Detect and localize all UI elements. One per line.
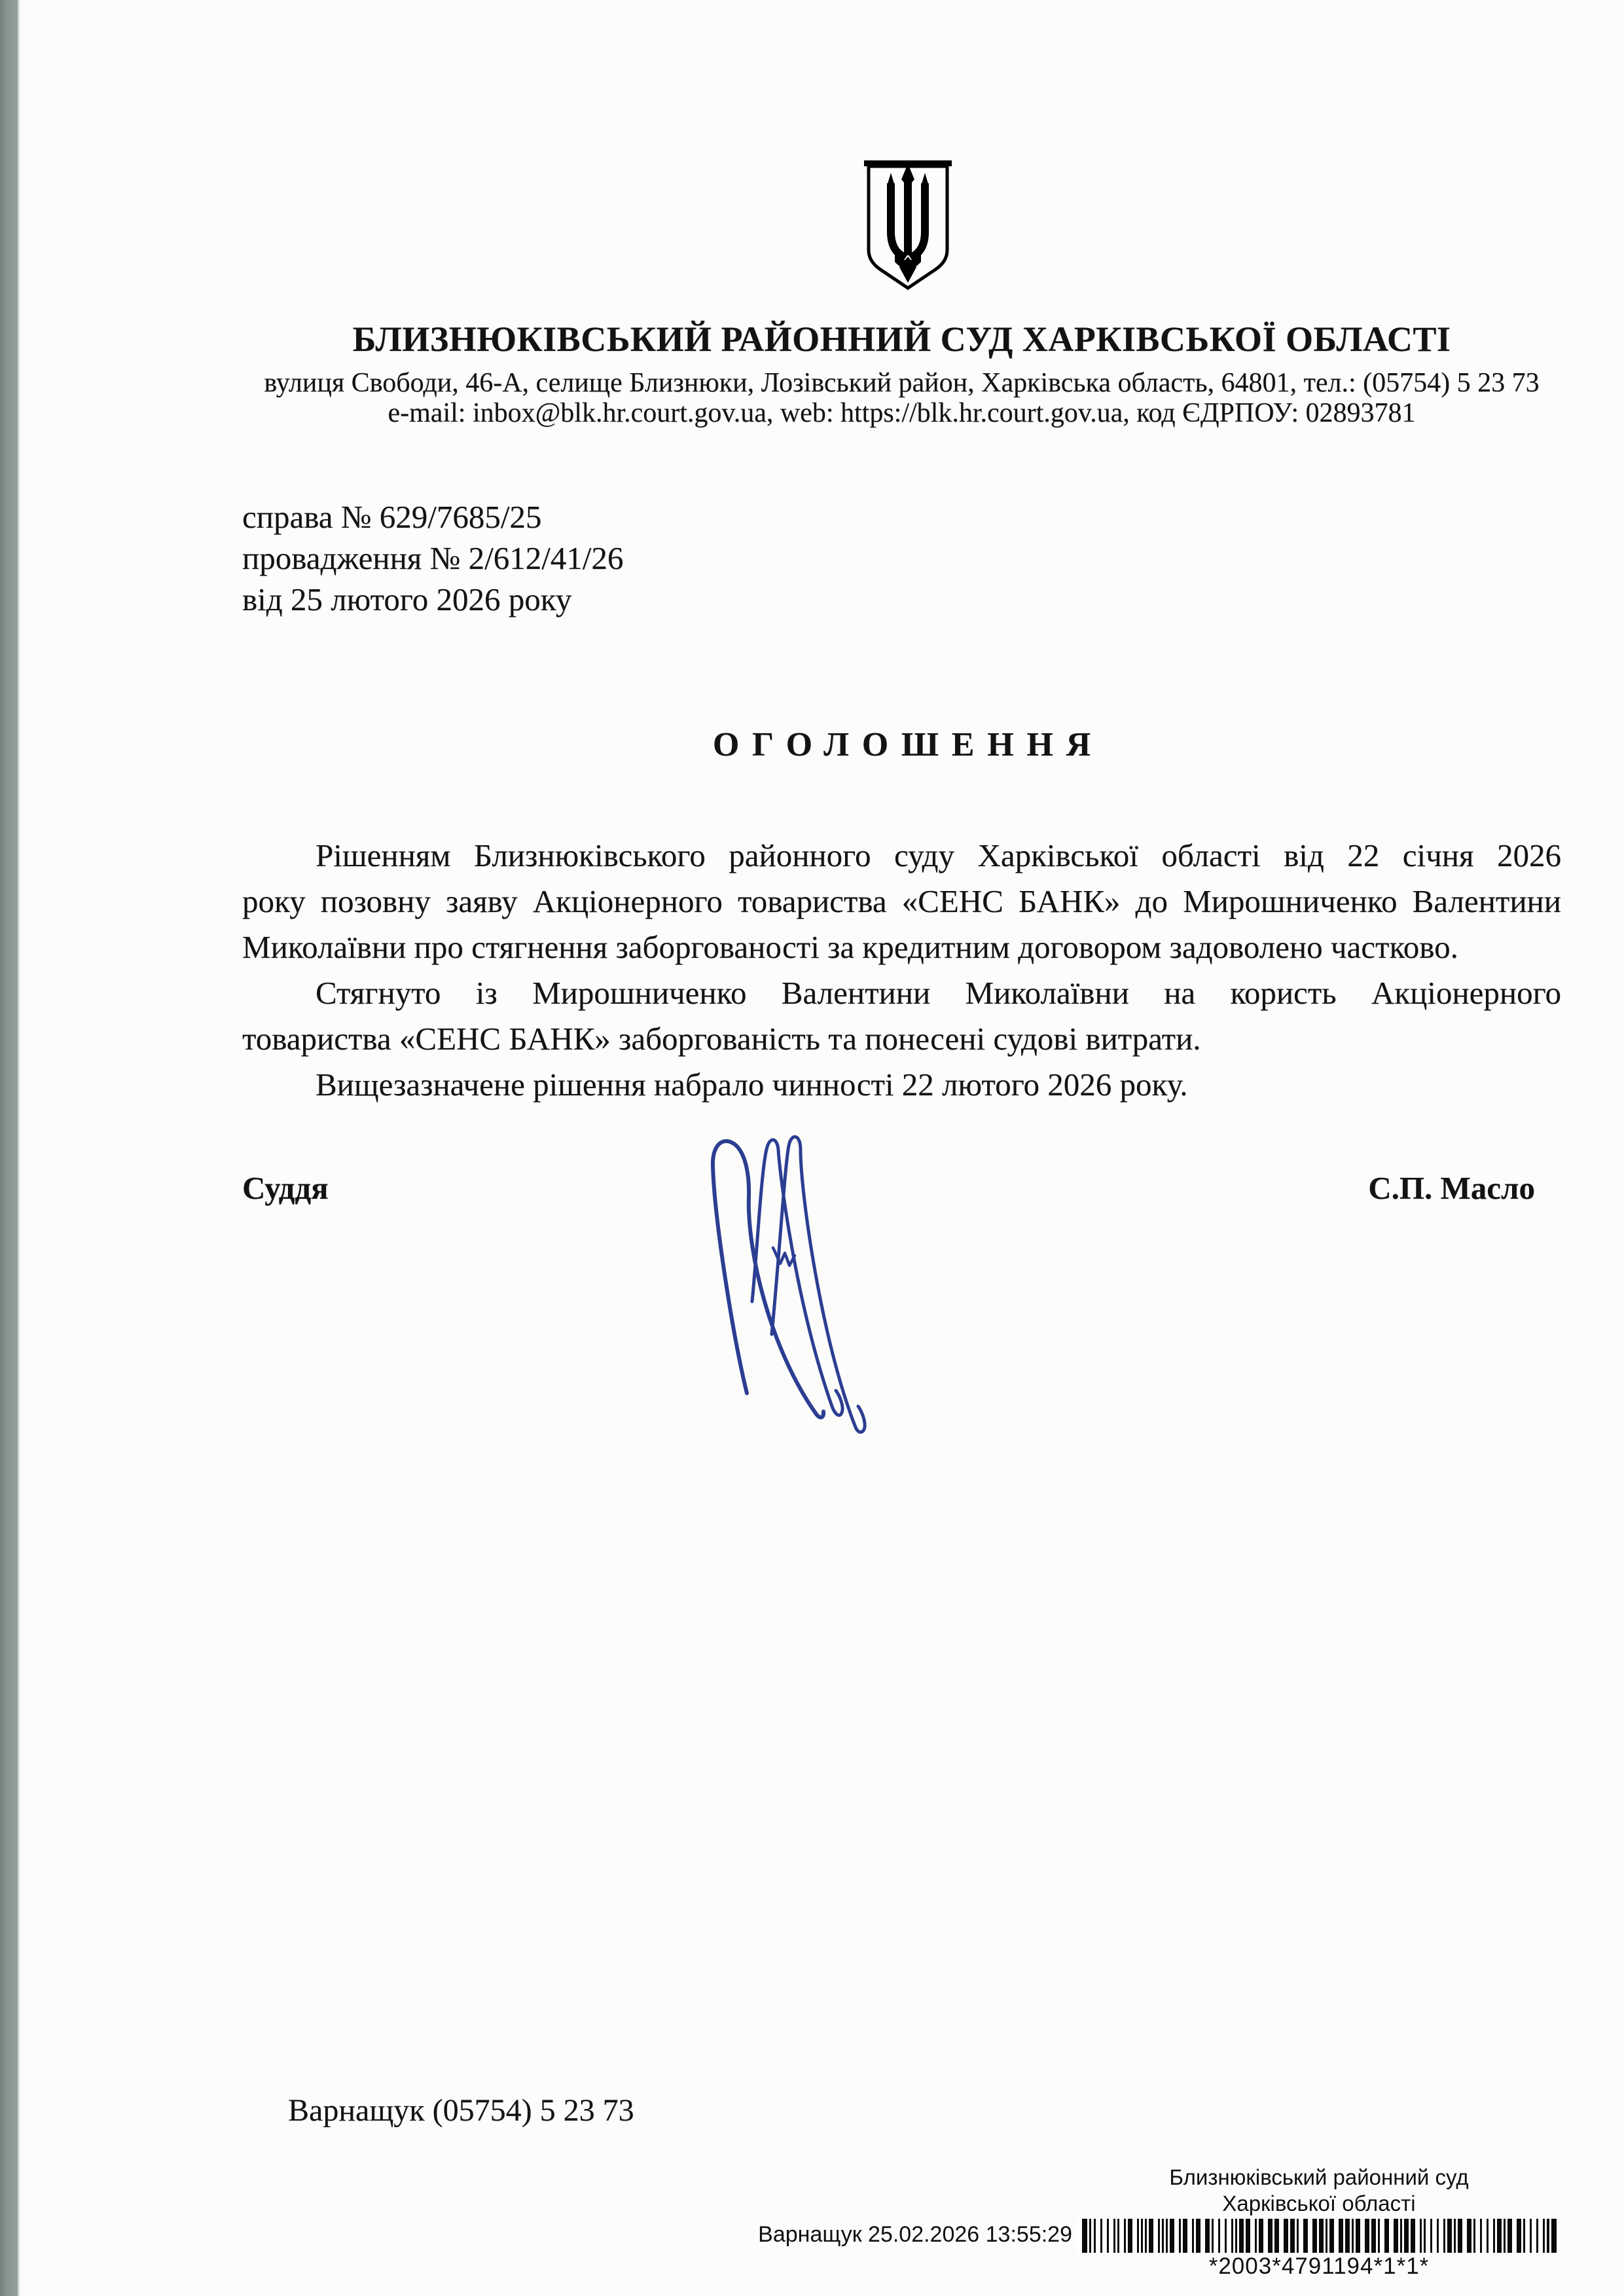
court-name: БЛИЗНЮКІВСЬКИЙ РАЙОННИЙ СУД ХАРКІВСЬКОЇ ОБЛАСТІ (352, 319, 1451, 359)
clerk-phone: Варнащук (05754) 5 23 73 (288, 2093, 634, 2128)
footer-stamp-block (1077, 2164, 1561, 2280)
announcement-body (242, 833, 1561, 1108)
proceeding-number: провадження № 2/612/41/26 (242, 540, 624, 576)
announcement-line: Вищезазначене рішення набрало чинності 22 лютого 2026 року. (316, 1066, 1188, 1102)
judge-signature (704, 1131, 880, 1459)
announcement-line: Рішенням Близнюківського районного суду Харківської області від 22 січня 2026 (316, 837, 1561, 873)
coat-of-arms-icon (862, 158, 954, 293)
barcode (1077, 2219, 1561, 2253)
judge-name: С.П. Масло (1368, 1170, 1535, 1206)
footer-court-name-line1: Близнюківський районний суд (1169, 2165, 1469, 2189)
decision-date: від 25 лютого 2026 року (242, 581, 572, 617)
case-info-block (242, 496, 1561, 620)
court-contacts: e-mail: inbox@blk.hr.court.gov.ua, web: https://blk.hr.court.gov.ua, код ЄДРПОУ: 02893781 (388, 398, 1416, 428)
barcode-text: *2003*4791194*1*1* (1208, 2253, 1430, 2279)
footer-court-name-line2: Харківської області (1222, 2191, 1416, 2215)
case-number: справа № 629/7685/25 (242, 499, 542, 535)
judge-label: Суддя (242, 1170, 329, 1206)
footer-stamp-datetime: Варнащук 25.02.2026 13:55:29 (758, 2222, 1072, 2247)
announcement-line: Стягнуто із Мирошниченко Валентини Миколаївни на користь Акціонерного (316, 975, 1561, 1011)
judge-row (242, 1169, 1561, 1207)
announcement-line: товариства «СЕНС БАНК» заборгованість та понесені судові витрати. (242, 1021, 1201, 1057)
scan-edge-artifact (0, 0, 18, 2296)
announcement-line: року позовну заяву Акціонерного товариства «СЕНС БАНК» до Мирошниченко Валентини (242, 883, 1561, 919)
announcement-line: Миколаївни про стягнення заборгованості за кредитним договором задоволено частково. (242, 929, 1458, 965)
court-address: вулиця Свободи, 46-А, селище Близнюки, Лозівський район, Харківська область, 64801, тел.: (05754) 5 23 73 (264, 368, 1540, 398)
announcement-title: ОГОЛОШЕННЯ (712, 726, 1104, 763)
